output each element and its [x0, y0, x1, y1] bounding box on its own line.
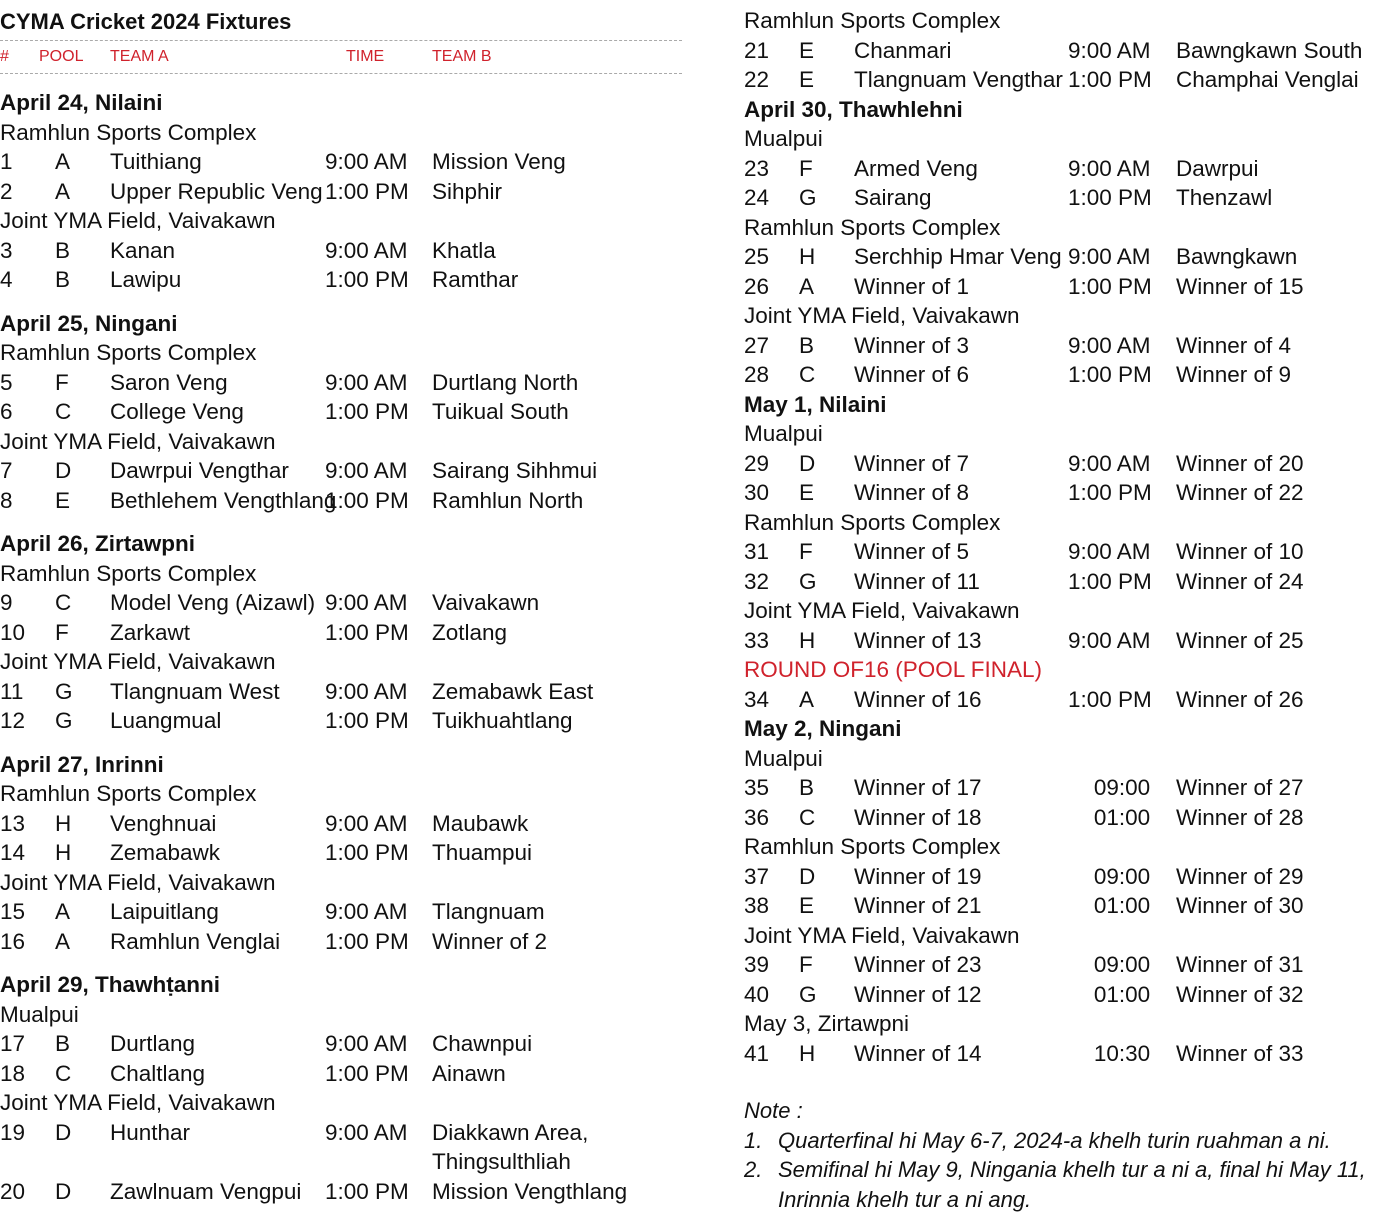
match-time: 09:00 [1093, 952, 1151, 977]
match-number: 21 [744, 37, 770, 63]
team-b: Winner of 20 [1176, 450, 1304, 476]
match-row [0, 588, 690, 618]
team-a: Winner of 19 [854, 863, 982, 889]
match-row [744, 685, 1400, 715]
match-pool: D [55, 1178, 72, 1204]
match-number: 28 [744, 362, 770, 387]
team-b: Tuikual South [432, 399, 569, 424]
team-b: Zemabawk East [432, 678, 594, 704]
team-b: Maubawk [432, 810, 529, 836]
match-row [744, 65, 1400, 95]
match-number: 20 [0, 1178, 26, 1204]
team-b: Winner of 30 [1176, 893, 1304, 918]
team-a: Durtlang [110, 1031, 196, 1056]
date-heading: May 2, Ningani [744, 716, 902, 741]
match-row [0, 265, 690, 295]
match-pool: D [799, 863, 816, 889]
header-team-b: TEAM B [432, 48, 492, 65]
team-a: Laipuitlang [110, 899, 219, 924]
match-number: 34 [744, 686, 770, 712]
match-row [0, 236, 690, 266]
team-b: Winner of 26 [1176, 686, 1304, 712]
team-a: Luangmual [110, 708, 222, 733]
match-number: 16 [0, 928, 26, 954]
match-pool: F [799, 952, 813, 977]
match-pool: C [55, 399, 72, 424]
match-pool: C [55, 1060, 72, 1086]
section-gap [0, 956, 690, 970]
match-time: 1:00 PM [325, 399, 409, 424]
team-a: Winner of 17 [854, 775, 982, 800]
page-title: CYMA Cricket 2024 Fixtures [0, 9, 292, 34]
match-time: 10:30 [1093, 1040, 1151, 1066]
match-number: 4 [0, 267, 13, 292]
section-gap [0, 515, 690, 529]
venue-name: Joint YMA Field, Vaivakawn [0, 1090, 276, 1115]
match-time: 9:00 AM [325, 369, 408, 395]
team-b: Sairang Sihhmui [432, 458, 598, 483]
match-row [0, 368, 690, 398]
match-number: 41 [744, 1040, 770, 1066]
team-a: Winner of 14 [854, 1040, 982, 1066]
match-number: 29 [744, 450, 770, 476]
team-a: Hunthar [110, 1119, 191, 1145]
match-row [0, 897, 690, 927]
team-a: Kanan [110, 237, 176, 263]
match-number: 36 [744, 804, 770, 830]
match-row [744, 360, 1400, 390]
match-pool: E [799, 480, 815, 505]
round-of-16-label: ROUND OF16 (POOL FINAL) [744, 657, 1042, 682]
team-b: Champhai Venglai [1176, 67, 1359, 92]
match-row [744, 154, 1400, 184]
team-a: Dawrpui Vengthar [110, 458, 289, 483]
match-number: 22 [744, 67, 770, 92]
match-pool: F [799, 155, 813, 181]
match-time: 01:00 [1093, 893, 1151, 918]
header-num: # [0, 48, 9, 65]
venue-name: Mualpui [744, 421, 823, 446]
match-pool: H [799, 1040, 816, 1066]
left-column [0, 0, 690, 1206]
team-b: Bawngkawn [1176, 244, 1298, 269]
venue-name: Joint YMA Field, Vaivakawn [0, 428, 276, 454]
venue-name: Joint YMA Field, Vaivakawn [0, 649, 276, 674]
match-number: 39 [744, 952, 770, 977]
team-a: Winner of 7 [854, 450, 970, 476]
team-b: Thuampui [432, 840, 533, 865]
match-row [0, 618, 690, 648]
team-b: Winner of 29 [1176, 863, 1304, 889]
match-row [744, 980, 1400, 1010]
match-row [0, 706, 690, 736]
match-time: 9:00 AM [325, 590, 408, 615]
note-number: 2. [744, 1157, 763, 1182]
note-text: Quarterfinal hi May 6-7, 2024-a khelh turin ruahman a ni. [778, 1127, 1331, 1153]
match-time: 1:00 PM [325, 1178, 409, 1204]
match-pool: G [55, 708, 73, 733]
team-b: Dawrpui [1176, 155, 1259, 181]
team-b: Winner of 9 [1176, 362, 1292, 387]
header-team-a: TEAM A [110, 48, 169, 65]
match-number: 24 [744, 185, 770, 210]
left-schedule [0, 88, 690, 1206]
team-b: Winner of 31 [1176, 952, 1304, 977]
match-number: 7 [0, 458, 13, 483]
match-time: 01:00 [1093, 804, 1151, 830]
table-header [0, 40, 682, 74]
match-time: 9:00 AM [325, 149, 408, 174]
match-number: 26 [744, 273, 770, 299]
match-time: 9:00 AM [1068, 450, 1151, 476]
note-item [744, 1126, 1400, 1156]
team-a: Upper Republic Veng [110, 178, 323, 204]
notes-heading: Note : [744, 1098, 803, 1123]
venue-name: Ramhlun Sports Complex [0, 119, 257, 145]
match-time: 1:00 PM [325, 1060, 409, 1086]
team-b: Tuikhuahtlang [432, 708, 573, 733]
team-a: Lawipu [110, 267, 182, 292]
match-row [744, 331, 1400, 361]
match-pool: F [55, 369, 69, 395]
match-pool: C [799, 362, 816, 387]
match-pool: G [799, 185, 817, 210]
match-time: 9:00 AM [1068, 539, 1151, 564]
venue-name: Ramhlun Sports Complex [0, 560, 257, 586]
match-number: 14 [0, 840, 26, 865]
team-a: Zarkawt [110, 619, 191, 645]
team-b: Winner of 22 [1176, 480, 1304, 505]
match-time: 1:00 PM [1068, 480, 1152, 505]
match-pool: H [799, 244, 816, 269]
team-a: Winner of 18 [854, 804, 982, 830]
team-a: Zemabawk [110, 840, 221, 865]
venue-name: Mualpui [744, 745, 823, 771]
team-a: Bethlehem Vengthlang [110, 487, 337, 513]
match-row [744, 862, 1400, 892]
match-time: 1:00 PM [1068, 185, 1152, 210]
match-pool: B [55, 267, 71, 292]
match-time: 9:00 AM [1068, 155, 1151, 181]
match-time: 9:00 AM [325, 899, 408, 924]
match-number: 27 [744, 332, 770, 358]
match-number: 35 [744, 775, 770, 800]
team-b: Winner of 10 [1176, 539, 1304, 564]
match-row [744, 803, 1400, 833]
team-b: Winner of 25 [1176, 627, 1304, 653]
match-pool: B [55, 1031, 71, 1056]
venue-name: Ramhlun Sports Complex [744, 509, 1001, 535]
match-number: 40 [744, 981, 770, 1007]
team-a: Winner of 6 [854, 362, 970, 387]
match-time: 1:00 PM [325, 928, 409, 954]
header-time: TIME [346, 48, 385, 65]
team-a: Zawlnuam Vengpui [110, 1178, 302, 1204]
match-row [0, 838, 690, 868]
match-number: 33 [744, 627, 770, 653]
match-time: 9:00 AM [1068, 627, 1151, 653]
match-time: 1:00 PM [1068, 362, 1152, 387]
match-number: 8 [0, 487, 13, 513]
venue-name: Mualpui [744, 126, 823, 151]
match-number: 5 [0, 369, 13, 395]
match-row [744, 272, 1400, 302]
match-time: 9:00 AM [1068, 332, 1151, 358]
team-b: Vaivakawn [432, 590, 540, 615]
match-pool: A [55, 149, 71, 174]
match-pool: A [55, 899, 71, 924]
match-time: 1:00 PM [325, 487, 409, 513]
match-row [744, 242, 1400, 272]
team-a: Winner of 21 [854, 893, 982, 918]
venue-name: Joint YMA Field, Vaivakawn [744, 303, 1020, 328]
match-number: 37 [744, 863, 770, 889]
match-row [0, 397, 690, 427]
match-time: 01:00 [1093, 981, 1151, 1007]
match-row [0, 677, 690, 707]
team-a: Tlangnuam West [110, 678, 280, 704]
team-a: Winner of 13 [854, 627, 982, 653]
venue-name: Mualpui [0, 1001, 79, 1027]
match-number: 15 [0, 899, 26, 924]
match-row [0, 1029, 690, 1059]
team-b: Khatla [432, 237, 496, 263]
match-pool: F [799, 539, 813, 564]
match-pool: A [799, 273, 815, 299]
match-time: 1:00 PM [1068, 273, 1152, 299]
team-a: Chaltlang [110, 1060, 206, 1086]
match-row [0, 809, 690, 839]
team-a: Ramhlun Venglai [110, 928, 281, 954]
match-row [0, 456, 690, 486]
match-row [744, 891, 1400, 921]
section-gap [0, 736, 690, 750]
team-b: Ramhlun North [432, 487, 584, 513]
match-time: 9:00 AM [325, 678, 408, 704]
match-row [744, 449, 1400, 479]
team-b: Thenzawl [1176, 185, 1273, 210]
match-number: 1 [0, 149, 13, 174]
match-time: 1:00 PM [325, 619, 409, 645]
team-b: Mission Vengthlang [432, 1178, 628, 1204]
match-pool: A [55, 928, 71, 954]
match-pool: A [799, 686, 815, 712]
match-pool: B [55, 237, 71, 263]
match-time: 9:00 AM [325, 458, 408, 483]
match-pool: E [799, 67, 815, 92]
match-number: 18 [0, 1060, 26, 1086]
date-heading: April 25, Ningani [0, 310, 178, 336]
match-row [744, 537, 1400, 567]
venue-name: Joint YMA Field, Vaivakawn [744, 598, 1020, 623]
match-row [0, 1059, 690, 1089]
team-b: Winner of 27 [1176, 775, 1304, 800]
match-number: 11 [0, 678, 24, 704]
team-b: Winner of 4 [1176, 332, 1292, 358]
match-time: 1:00 PM [325, 267, 409, 292]
team-b: Bawngkawn South [1176, 37, 1363, 63]
match-row [0, 1177, 690, 1207]
venue-name: Joint YMA Field, Vaivakawn [0, 208, 276, 233]
date-heading: May 3, Zirtawpni [744, 1011, 910, 1036]
team-a: Sairang [854, 185, 932, 210]
team-a: Tlangnuam Vengthar [854, 67, 1063, 92]
match-pool: C [799, 804, 816, 830]
team-a: Winner of 3 [854, 332, 970, 358]
match-number: 23 [744, 155, 770, 181]
team-b: Diakkawn Area, Thingsulthliah [432, 1119, 589, 1174]
match-row [744, 626, 1400, 656]
team-a: Winner of 23 [854, 952, 982, 977]
team-a: Winner of 8 [854, 480, 970, 505]
date-heading: May 1, Nilaini [744, 391, 887, 417]
team-b: Winner of 2 [432, 928, 548, 954]
team-a: Venghnuai [110, 810, 217, 836]
team-b: Sihphir [432, 178, 503, 204]
right-schedule [744, 6, 1400, 1068]
match-pool: E [55, 487, 71, 513]
team-a: Winner of 16 [854, 686, 982, 712]
match-row [0, 486, 690, 516]
match-pool: E [799, 893, 815, 918]
section-gap [0, 295, 690, 309]
note-number: 1. [744, 1127, 763, 1153]
match-number: 30 [744, 480, 770, 505]
match-time: 1:00 PM [1068, 67, 1152, 92]
match-time: 1:00 PM [325, 178, 409, 204]
venue-name: Ramhlun Sports Complex [0, 781, 257, 806]
match-pool: B [799, 332, 815, 358]
venue-name: Ramhlun Sports Complex [744, 8, 1001, 33]
match-pool: G [799, 568, 817, 594]
match-time: 09:00 [1093, 863, 1151, 889]
match-time: 1:00 PM [325, 708, 409, 733]
team-b: Winner of 33 [1176, 1040, 1304, 1066]
team-a: Tuithiang [110, 149, 202, 174]
match-row [744, 567, 1400, 597]
match-number: 2 [0, 178, 13, 204]
team-a: Winner of 11 [854, 568, 980, 594]
match-time: 9:00 AM [325, 1119, 408, 1145]
match-pool: H [55, 810, 72, 836]
match-number: 38 [744, 893, 770, 918]
match-pool: A [55, 178, 71, 204]
notes [744, 1096, 1400, 1214]
venue-name: Ramhlun Sports Complex [744, 214, 1001, 240]
match-time: 1:00 PM [325, 840, 409, 865]
match-row [744, 183, 1400, 213]
match-row [744, 1039, 1400, 1069]
team-a: College Veng [110, 399, 244, 424]
match-pool: F [55, 619, 69, 645]
date-heading: April 29, Thawhṭanni [0, 972, 221, 997]
team-b: Durtlang North [432, 369, 579, 395]
match-number: 25 [744, 244, 770, 269]
match-pool: D [55, 458, 72, 483]
match-number: 31 [744, 539, 770, 564]
team-a: Chanmari [854, 37, 952, 63]
date-heading: April 30, Thawhlehni [744, 96, 963, 122]
team-b: Zotlang [432, 619, 508, 645]
match-row [744, 36, 1400, 66]
match-pool: G [799, 981, 817, 1007]
match-pool: B [799, 775, 815, 800]
team-b: Winner of 15 [1176, 273, 1304, 299]
match-row [0, 1118, 690, 1177]
match-number: 19 [0, 1119, 26, 1145]
match-number: 32 [744, 568, 770, 594]
venue-name: Ramhlun Sports Complex [0, 340, 257, 365]
match-number: 6 [0, 399, 13, 424]
match-pool: H [799, 627, 816, 653]
team-b: Winner of 32 [1176, 981, 1304, 1007]
team-a: Model Veng (Aizawl) [110, 590, 316, 615]
team-b: Tlangnuam [432, 899, 545, 924]
match-time: 9:00 AM [325, 810, 408, 836]
match-row [744, 950, 1400, 980]
date-heading: April 27, Inrinni [0, 751, 164, 777]
match-row [744, 478, 1400, 508]
team-b: Ramthar [432, 267, 519, 292]
match-pool: H [55, 840, 72, 865]
match-time: 1:00 PM [1068, 686, 1152, 712]
match-time: 1:00 PM [1068, 568, 1152, 594]
team-a: Winner of 12 [854, 981, 982, 1007]
match-row [0, 177, 690, 207]
team-a: Winner of 5 [854, 539, 970, 564]
match-number: 12 [0, 708, 26, 733]
team-a: Saron Veng [110, 369, 228, 395]
match-number: 17 [0, 1031, 26, 1056]
team-b: Winner of 24 [1176, 568, 1304, 594]
venue-name: Joint YMA Field, Vaivakawn [0, 869, 276, 895]
team-a: Armed Veng [854, 155, 978, 181]
venue-name: Joint YMA Field, Vaivakawn [744, 922, 1020, 948]
match-row [0, 927, 690, 957]
team-b: Ainawn [432, 1060, 506, 1086]
match-pool: D [55, 1119, 72, 1145]
match-time: 09:00 [1093, 775, 1151, 800]
team-b: Winner of 28 [1176, 804, 1304, 830]
date-heading: April 26, Zirtawpni [0, 531, 196, 556]
date-heading: April 24, Nilaini [0, 90, 163, 115]
match-pool: G [55, 678, 73, 704]
team-b: Mission Veng [432, 149, 566, 174]
match-number: 3 [0, 237, 13, 263]
match-time: 9:00 AM [325, 1031, 408, 1056]
match-row [0, 147, 690, 177]
match-pool: D [799, 450, 816, 476]
match-row [744, 773, 1400, 803]
team-a: Winner of 1 [854, 273, 970, 299]
venue-name: Ramhlun Sports Complex [744, 834, 1001, 859]
match-time: 9:00 AM [1068, 244, 1151, 269]
team-a: Serchhip Hmar Veng [854, 244, 1062, 269]
team-b: Chawnpui [432, 1031, 533, 1056]
match-pool: C [55, 590, 72, 615]
match-number: 13 [0, 810, 26, 836]
header-pool: POOL [39, 48, 84, 65]
match-time: 9:00 AM [1068, 37, 1151, 63]
note-text: Semifinal hi May 9, Ningania khelh tur a ni a, final hi May 11, Inrinnia khelh tur a ni ang. [778, 1157, 1366, 1212]
match-pool: E [799, 37, 815, 63]
match-number: 10 [0, 619, 26, 645]
right-column [744, 0, 1400, 1214]
note-item [744, 1155, 1400, 1214]
match-time: 9:00 AM [325, 237, 408, 263]
match-number: 9 [0, 590, 13, 615]
